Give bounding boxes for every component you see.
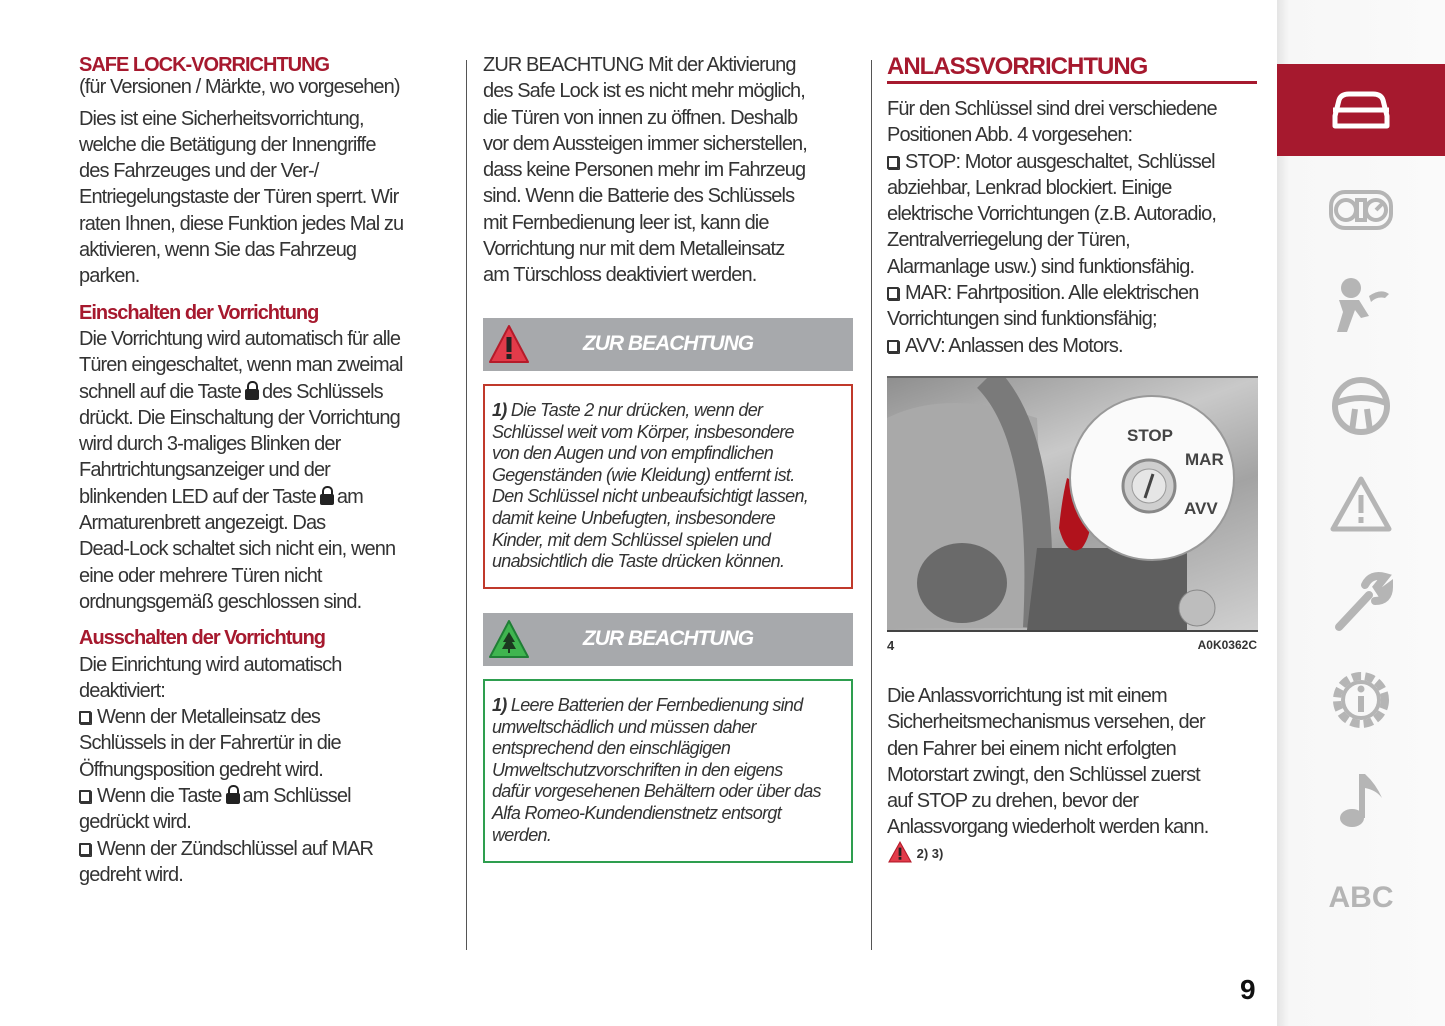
note-number: 1) <box>492 695 507 715</box>
text-line: des Safe Lock ist es nicht mehr möglich, <box>483 80 805 103</box>
text-line: Alarmanlage usw.) sind funktionsfähig. <box>887 255 1195 278</box>
music-icon <box>1336 770 1386 830</box>
text-line: auf STOP zu drehen, bevor der <box>887 790 1139 813</box>
ausschalten-paragraph <box>79 652 459 889</box>
sidebar-item-index[interactable] <box>1277 852 1445 944</box>
bullet-icon <box>79 711 91 724</box>
text-line: des Fahrzeuges und der Ver-/ <box>79 160 319 183</box>
bullet-icon <box>79 790 91 803</box>
text-line: deaktiviert: <box>79 679 165 702</box>
text-line: am <box>336 485 363 508</box>
text-line: dass keine Personen mehr im Fahrzeug <box>483 159 806 182</box>
section-title-safe-lock: SAFE LOCK-VORRICHTUNG <box>79 54 330 76</box>
sidebar-item-safety[interactable] <box>1277 260 1445 352</box>
text-line: Öffnungsposition gedreht wird. <box>79 758 323 781</box>
danger-warning-icon <box>887 841 913 863</box>
safe-lock-intro <box>79 106 459 290</box>
text-line: Gegenständen (wie Kleidung) entfernt ist. <box>492 464 795 485</box>
text-line: abziehbar, Lenkrad blockiert. Einige <box>887 176 1172 199</box>
index-abc-label: ABC <box>1328 881 1394 914</box>
text-line: mit Fernbedienung leer ist, kann die <box>483 211 769 234</box>
text-line: Dead-Lock schaltet sich nicht ein, wenn <box>79 538 396 561</box>
lock-icon <box>319 486 334 506</box>
bullet-icon <box>79 843 91 856</box>
text-line: Die Taste 2 nur drücken, wenn der <box>510 400 763 420</box>
text-line: Wenn der Metalleinsatz des <box>97 706 321 729</box>
dashboard-icon <box>1328 188 1394 232</box>
bullet-icon <box>887 287 899 300</box>
text-line: Wenn der Zündschlüssel auf MAR <box>97 837 374 860</box>
sidebar-item-maintenance[interactable] <box>1277 556 1445 648</box>
text-line: Fahrtrichtungsanzeiger und der <box>79 459 330 482</box>
text-line: Armaturenbrett angezeigt. Das <box>79 512 326 535</box>
text-line: Alfa Romeo-Kundendienstnetz entsorgt <box>492 802 781 823</box>
text-line: den Fahrer bei einem nicht erfolgten <box>887 737 1176 760</box>
text-line: des Schlüssels <box>261 380 383 403</box>
text-line: raten Ihnen, diese Funktion jedes Mal zu <box>79 212 404 235</box>
ignition-positions <box>887 96 1267 359</box>
figure-ignition-switch <box>887 376 1258 632</box>
sidebar-item-steering[interactable] <box>1277 360 1445 452</box>
column-notes <box>483 52 855 289</box>
bullet-icon <box>887 156 899 169</box>
text-line: entsprechend den einschlägigen <box>492 738 731 759</box>
label-avv: AVV <box>1184 499 1218 518</box>
text-line: am Türschloss deaktiviert werden. <box>483 264 757 287</box>
text-line: von den Augen und von empfindlichen <box>492 443 774 464</box>
steering-wheel-icon <box>1330 375 1392 437</box>
text-line: unabsichtlich die Taste drücken können. <box>492 551 785 572</box>
note-number: 1) <box>492 400 507 420</box>
warning-icon <box>1329 475 1393 533</box>
text-line: dafür vorgesehenen Behältern oder über das <box>492 781 821 802</box>
text-line: eine oder mehrere Türen nicht <box>79 564 322 587</box>
text-line: Für den Schlüssel sind drei verschiedene <box>887 98 1217 120</box>
sidebar-item-dashboard[interactable] <box>1277 164 1445 256</box>
ignition-safety-paragraph <box>887 683 1267 864</box>
sidebar-item-multimedia[interactable] <box>1277 754 1445 846</box>
warning-header-label: ZUR BEACHTUNG <box>582 332 754 355</box>
text-line: Umweltschutzvorschriften in den eigens <box>492 759 783 780</box>
text-line: drückt. Die Einschaltung der Vorrichtung <box>79 406 400 429</box>
text-line: Die Anlassvorrichtung ist mit einem <box>887 685 1167 707</box>
column-divider <box>871 60 872 950</box>
section-title-anlassvorrichtung: ANLASSVORRICHTUNG <box>887 53 1257 84</box>
sidebar-item-warning[interactable] <box>1277 458 1445 550</box>
text-line: Die Einrichtung wird automatisch <box>79 653 342 676</box>
text-line: AVV: Anlassen des Motors. <box>905 334 1123 357</box>
subheading-einschalten: Einschalten der Vorrichtung <box>79 301 319 324</box>
safety-icon <box>1329 276 1393 336</box>
text-line: STOP: Motor ausgeschaltet, Schlüssel <box>905 150 1215 173</box>
bullet-icon <box>887 340 899 353</box>
text-line: MAR: Fahrtposition. Alle elektrischen <box>905 282 1199 305</box>
text-line: schnell auf die Taste <box>79 380 241 403</box>
text-line: Schlüssel weit vom Körper, insbesondere <box>492 421 794 442</box>
text-line: Vorrichtung nur mit dem Metalleinsatz <box>483 238 785 261</box>
text-line: Dies ist eine Sicherheitsvorrichtung, <box>79 107 364 130</box>
section-subtitle: (für Versionen / Märkte, wo vorgesehen) <box>79 76 400 99</box>
text-line: Wenn die Taste <box>97 785 222 808</box>
text-line: umweltschädlich und müssen daher <box>492 716 756 737</box>
warning-header-environment <box>483 613 853 666</box>
sidebar-item-car[interactable] <box>1277 64 1445 156</box>
car-icon <box>1329 86 1393 134</box>
figure-code: A0K0362C <box>1197 638 1257 652</box>
text-line: gedrückt wird. <box>79 811 191 834</box>
text-line: am Schlüssel <box>242 785 351 808</box>
settings-info-icon <box>1329 668 1393 732</box>
text-line: Schlüssels in der Fahrertür in die <box>79 732 341 755</box>
lock-icon <box>244 381 259 401</box>
column-divider <box>466 60 467 950</box>
text-line: gedreht wird. <box>79 863 183 886</box>
warning-references[interactable]: 2) 3) <box>916 845 944 861</box>
text-line: Anlassvorgang wiederholt werden kann. <box>887 816 1209 839</box>
text-line: welche die Betätigung der Innengriffe <box>79 133 376 156</box>
einschalten-paragraph <box>79 326 459 615</box>
text-line: Sicherheitsmechanismus versehen, der <box>887 711 1205 734</box>
text-line: Leere Batterien der Fernbedienung sind <box>510 695 803 715</box>
text-line: Positionen Abb. 4 vorgesehen: <box>887 124 1133 147</box>
text-line: Motorstart zwingt, den Schlüssel zuerst <box>887 763 1200 786</box>
chapter-sidebar <box>1277 0 1445 1026</box>
text-line: elektrische Vorrichtungen (z.B. Autoradio, <box>887 203 1217 226</box>
page-number: 9 <box>1240 974 1256 1005</box>
text-line: Die Vorrichtung wird automatisch für alle <box>79 327 401 350</box>
warning-header-label: ZUR BEACHTUNG <box>582 627 754 650</box>
unlock-icon <box>225 785 240 805</box>
column-ignition <box>887 53 1267 359</box>
text-line: aktivieren, wenn Sie das Fahrzeug <box>79 239 357 262</box>
text-line: wird durch 3-maliges Blinken der <box>79 433 341 456</box>
text-line: Vorrichtungen sind funktionsfähig; <box>887 308 1157 331</box>
text-line: ZUR BEACHTUNG Mit der Aktivierung <box>483 54 796 76</box>
sidebar-item-technical[interactable] <box>1277 654 1445 746</box>
text-line: Entriegelungstaste der Türen sperrt. Wir <box>79 186 399 209</box>
subheading-ausschalten: Ausschalten der Vorrichtung <box>79 627 326 650</box>
text-line: Den Schlüssel nicht unbeaufsichtigt lassen, <box>492 486 809 507</box>
text-line: blinkenden LED auf der Taste <box>79 485 316 508</box>
warning-note-danger <box>483 384 853 589</box>
text-line: Zentralverriegelung der Türen, <box>887 229 1130 252</box>
text-line: werden. <box>492 824 552 845</box>
text-line: vor dem Aussteigen immer sicherstellen, <box>483 132 807 155</box>
text-line: Türen eingeschaltet, wenn man zweimal <box>79 354 403 377</box>
text-line: damit keine Unbefugten, insbesondere <box>492 507 776 528</box>
warning-header-danger <box>483 318 853 371</box>
wrench-icon <box>1329 569 1393 635</box>
text-line: parken. <box>79 265 140 288</box>
label-mar: MAR <box>1185 450 1224 469</box>
figure-number: 4 <box>887 638 895 653</box>
warning-note-environment <box>483 679 853 863</box>
text-line: ordnungsgemäß geschlossen sind. <box>79 590 362 613</box>
text-line: sind. Wenn die Batterie des Schlüssels <box>483 185 795 208</box>
text-line: Kinder, mit dem Schlüssel spielen und <box>492 529 771 550</box>
text-line: die Türen von innen zu öffnen. Deshalb <box>483 106 798 129</box>
label-stop: STOP <box>1127 426 1173 445</box>
column-safe-lock <box>79 52 459 888</box>
